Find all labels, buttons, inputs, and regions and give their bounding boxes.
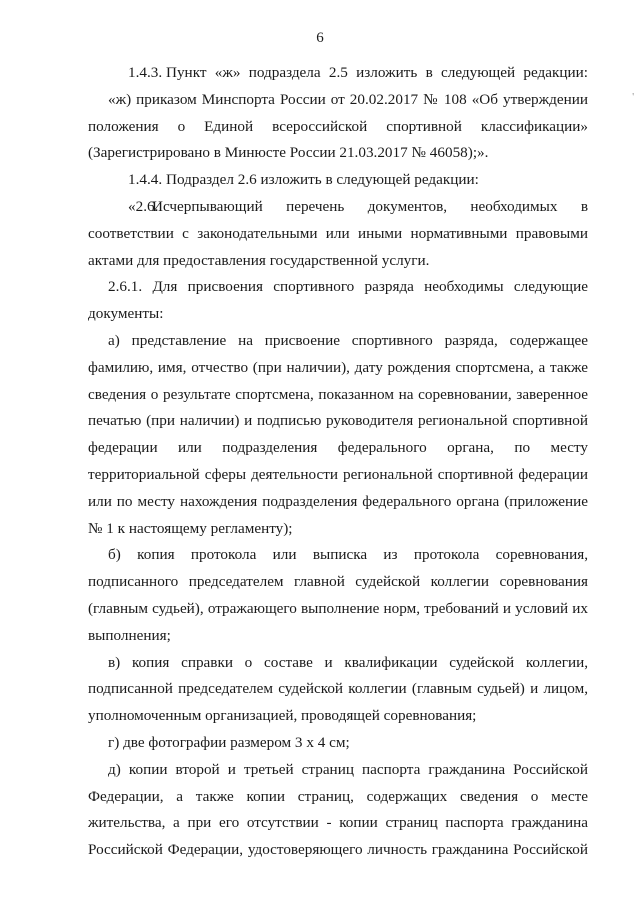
- clause-1-4-4: [88, 167, 588, 194]
- paragraph-line: или по месту нахождения подразделения федерального органа (приложение: [88, 492, 588, 510]
- paragraph-line: положения о Единой всероссийской спортивной классификации»: [88, 117, 588, 135]
- clause-number: 1.4.4.: [128, 171, 163, 189]
- paragraph-line: документы:: [88, 305, 164, 323]
- page-number: 6: [316, 30, 324, 46]
- paragraph-line: уполномоченным организацией, проводящей соревнования;: [88, 707, 477, 725]
- clause-text: Пункт «ж» подраздела 2.5 изложить в следующей редакции:: [166, 64, 588, 81]
- paragraph-line: 2.6.1. Для присвоения спортивного разряда необходимы следующие: [108, 278, 588, 296]
- list-item-d: д) копии второй и третьей страниц паспорта гражданина Российской: [108, 760, 588, 778]
- paragraph-line: печатью (при наличии) и подписью руководителя региональной спортивной: [88, 412, 588, 430]
- paragraph-line: фамилию, имя, отчество (при наличии), дату рождения спортсмена, а также: [88, 358, 588, 376]
- section-number: «2.6.: [128, 197, 159, 215]
- clause-1-4-3: [88, 60, 588, 87]
- list-item-b: б) копия протокола или выписка из протокола соревнования,: [108, 546, 588, 564]
- document-body: [88, 60, 588, 864]
- section-2-6-heading: [88, 194, 588, 221]
- clause-text: Подраздел 2.6 изложить в следующей редакции:: [166, 171, 479, 189]
- paragraph-line: сведения о результате спортсмена, показанном на соревновании, заверенное: [88, 385, 588, 403]
- paragraph-line: (Зарегистрировано в Минюсте России 21.03.2017 № 46058);».: [88, 144, 489, 162]
- paragraph-line: Федерации, а также копии страниц, содержащих сведения о месте: [88, 787, 588, 805]
- paragraph-line: соответствии с законодательными или иными нормативными правовыми: [88, 224, 588, 242]
- paragraph-line: жительства, а при его отсутствии - копии страниц паспорта гражданина: [88, 814, 588, 832]
- list-item-g: г) две фотографии размером 3 х 4 см;: [108, 733, 350, 751]
- margin-mark: ': [632, 92, 634, 103]
- clause-number: 1.4.3.: [128, 64, 163, 81]
- paragraph-line: (главным судьей), отражающего выполнение норм, требований и условий их: [88, 599, 588, 617]
- paragraph-line: федерации или подразделения федерального органа, по месту: [88, 439, 588, 457]
- list-item-a: а) представление на присвоение спортивного разряда, содержащее: [108, 331, 588, 349]
- paragraph-line: актами для предоставления государственной услуги.: [88, 251, 430, 269]
- paragraph-line: «ж) приказом Минспорта России от 20.02.2017 № 108 «Об утверждении: [108, 90, 588, 108]
- paragraph-line: территориальной сферы деятельности региональной спортивной федерации: [88, 465, 588, 483]
- paragraph-line: подписанной председателем судейской коллегии (главным судьей) и лицом,: [88, 680, 588, 698]
- paragraph-line: № 1 к настоящему регламенту);: [88, 519, 293, 537]
- paragraph-line: подписанного председателем главной судейской коллегии соревнования: [88, 573, 588, 591]
- section-text: Исчерпывающий перечень документов, необходимых в: [152, 197, 588, 215]
- paragraph-line: Российской Федерации, удостоверяющего личность гражданина Российской: [88, 841, 588, 859]
- paragraph-line: выполнения;: [88, 626, 171, 644]
- list-item-v: в) копия справки о составе и квалификации судейской коллегии,: [108, 653, 588, 671]
